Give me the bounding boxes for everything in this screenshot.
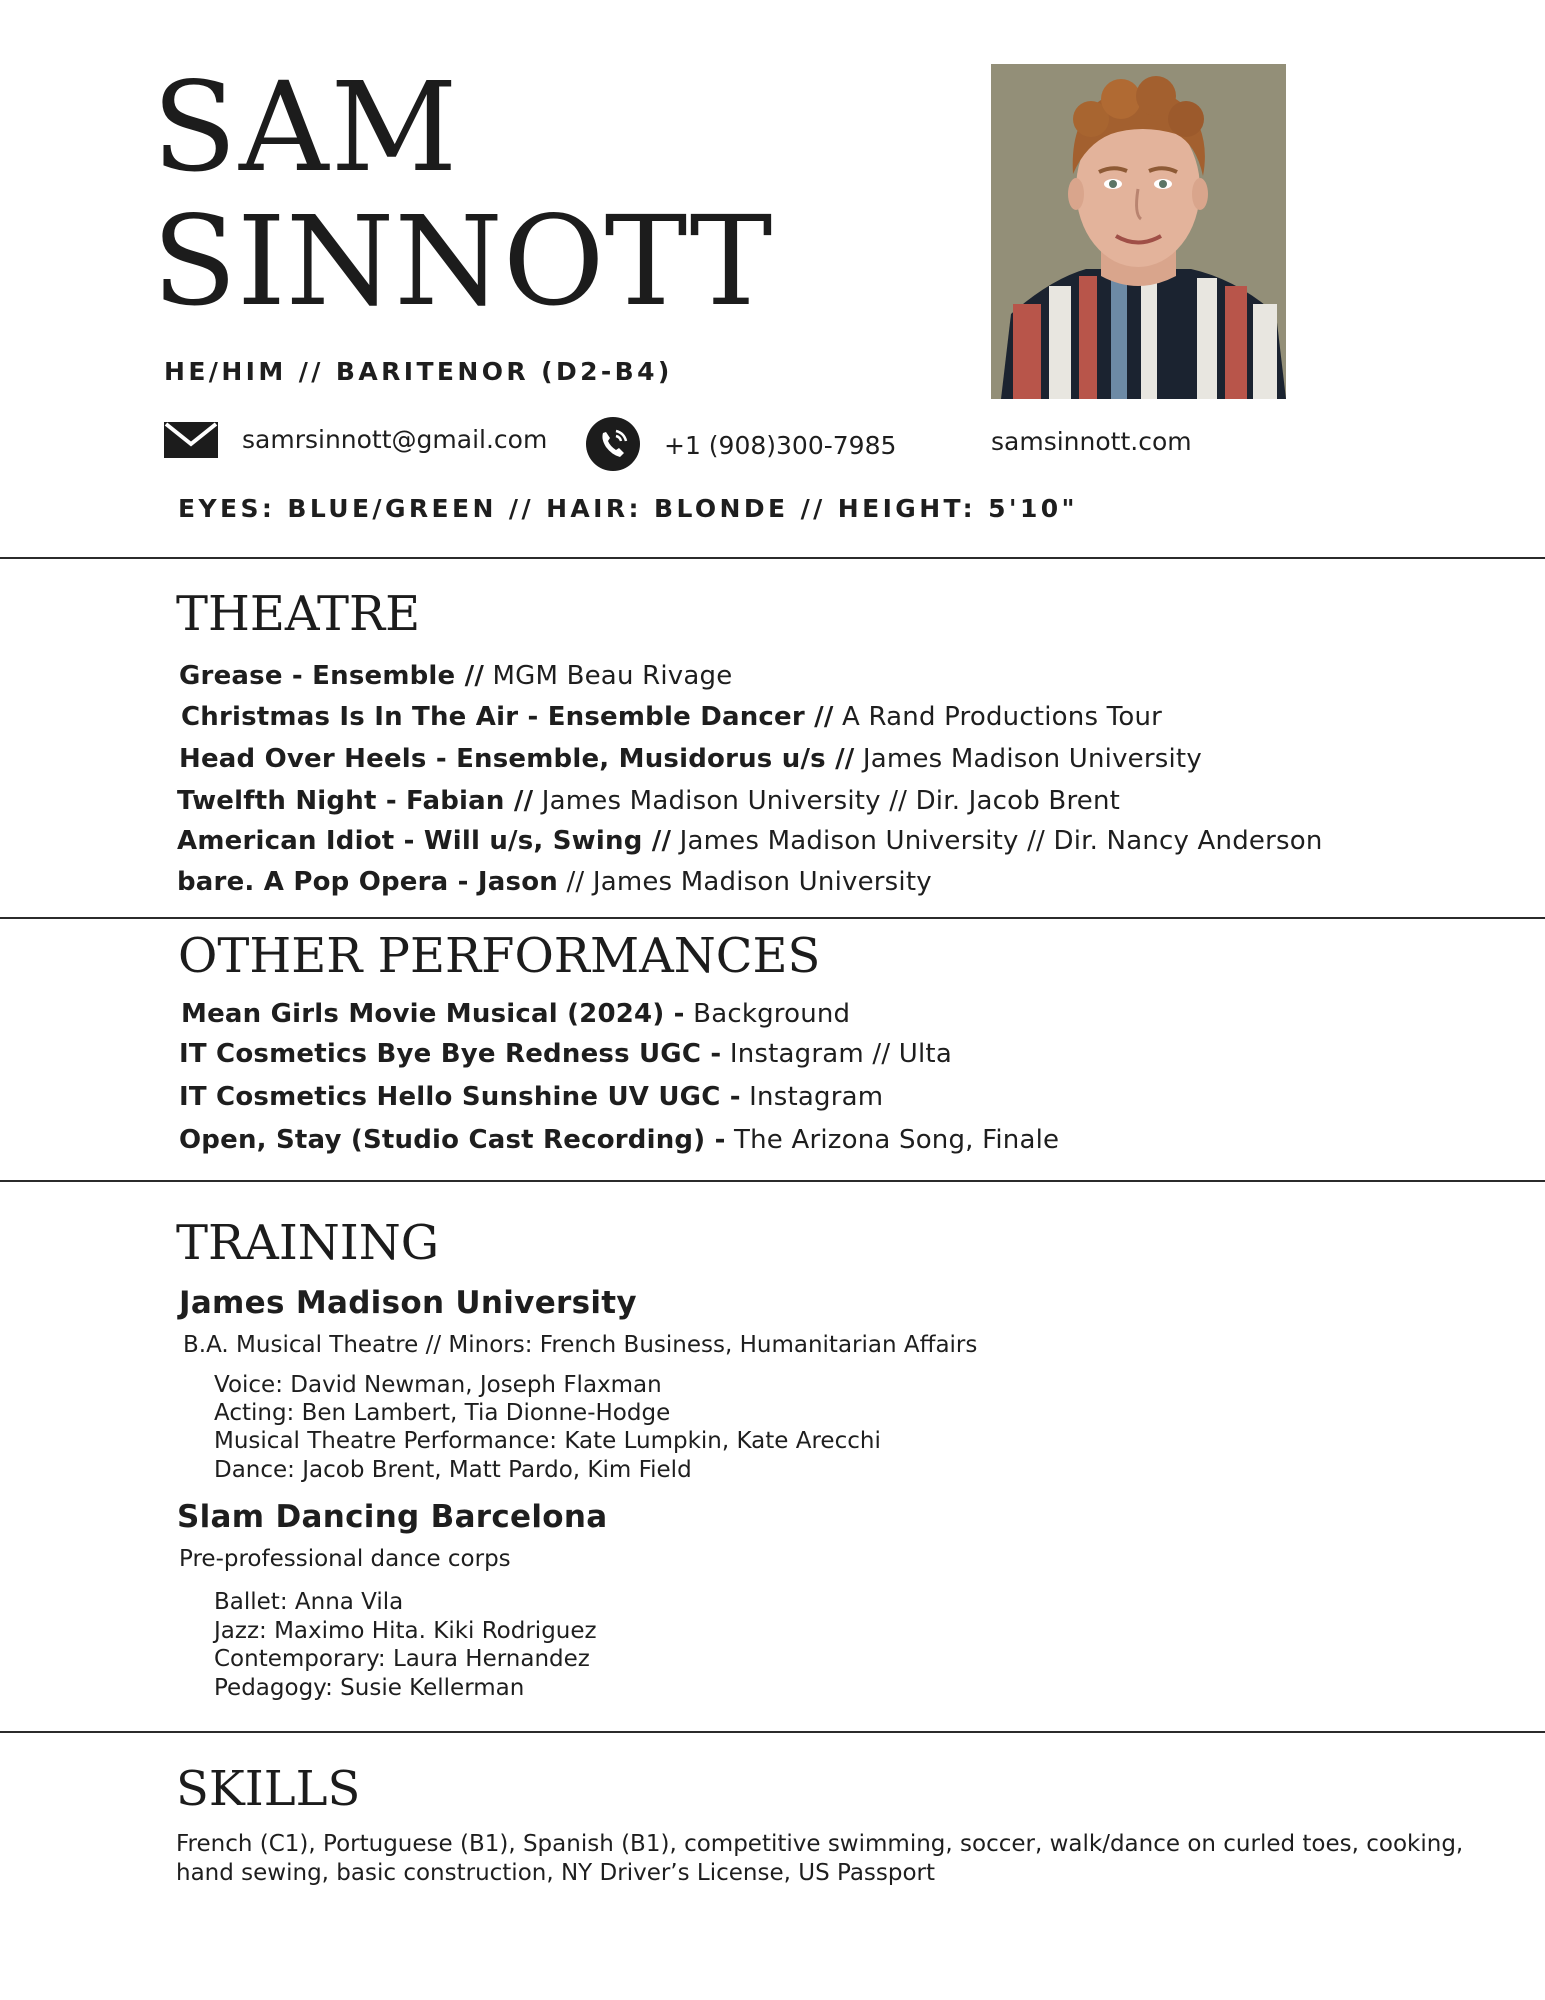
teacher-line: Ballet: Anna Vila xyxy=(214,1589,404,1615)
physical-stats: EYES: BLUE/GREEN // HAIR: BLONDE // HEIGHT: 5'10" xyxy=(178,494,1078,523)
other-credit xyxy=(179,1125,1059,1155)
teacher-line: Contemporary: Laura Hernandez xyxy=(214,1646,590,1672)
theatre-credit xyxy=(179,661,732,691)
teacher-line: Dance: Jacob Brent, Matt Pardo, Kim Field xyxy=(214,1457,692,1483)
other-credit xyxy=(181,999,850,1029)
other-performances-heading: OTHER PERFORMANCES xyxy=(178,928,821,984)
teacher-line: Voice: David Newman, Joseph Flaxman xyxy=(214,1372,662,1398)
credit-detail: James Madison University // Dir. Nancy Anderson xyxy=(671,826,1323,856)
first-name: SAM xyxy=(152,56,460,200)
section-divider xyxy=(0,557,1545,559)
credit-detail: MGM Beau Rivage xyxy=(484,661,733,691)
credit-role: Mean Girls Movie Musical (2024) - xyxy=(181,999,685,1029)
teacher-line: Musical Theatre Performance: Kate Lumpkin, Kate Arecchi xyxy=(214,1428,881,1454)
skills-text: French (C1), Portuguese (B1), Spanish (B1), competitive swimming, soccer, walk/dance on curled toes, cooking, hand sewing, basic construction, NY Driver’s License, US Passport xyxy=(176,1831,1464,1886)
school-description: Pre-professional dance corps xyxy=(179,1546,511,1572)
credit-detail: James Madison University xyxy=(854,744,1202,774)
phone-icon xyxy=(586,417,640,471)
credit-role: Grease - Ensemble // xyxy=(179,661,485,691)
teacher-line: Pedagogy: Susie Kellerman xyxy=(214,1675,525,1701)
last-name: SINNOTT xyxy=(152,190,773,334)
credit-role: IT Cosmetics Hello Sunshine UV UGC - xyxy=(179,1082,741,1112)
other-credit xyxy=(179,1039,952,1069)
theatre-credit xyxy=(179,744,1202,774)
phone-link[interactable]: +1 (908)300-7985 xyxy=(664,431,897,460)
credit-role: bare. A Pop Opera - Jason xyxy=(177,867,558,897)
website-link[interactable]: samsinnott.com xyxy=(991,427,1192,456)
pronouns-voice-type: HE/HIM // BARITENOR (D2-B4) xyxy=(164,357,673,386)
theatre-credit xyxy=(177,826,1323,856)
credit-detail: A Rand Productions Tour xyxy=(833,702,1163,732)
theatre-credit xyxy=(177,867,932,897)
credit-role: Christmas Is In The Air - Ensemble Dancer // xyxy=(181,702,834,732)
credit-detail: Instagram xyxy=(740,1082,884,1112)
credit-role: Head Over Heels - Ensemble, Musidorus u/s // xyxy=(179,744,855,774)
credit-detail: The Arizona Song, Finale xyxy=(725,1125,1060,1155)
teacher-line: Jazz: Maximo Hita. Kiki Rodriguez xyxy=(214,1618,597,1644)
school-name: Slam Dancing Barcelona xyxy=(177,1499,608,1535)
credit-detail: Background xyxy=(684,999,851,1029)
headshot-photo xyxy=(991,64,1286,399)
school-name: James Madison University xyxy=(179,1285,637,1321)
credit-role: IT Cosmetics Bye Bye Redness UGC - xyxy=(179,1039,722,1069)
email-link[interactable]: samrsinnott@gmail.com xyxy=(242,425,548,454)
credit-role: Twelfth Night - Fabian // xyxy=(177,786,534,816)
other-credit xyxy=(179,1082,883,1112)
training-heading: TRAINING xyxy=(176,1215,440,1271)
school-description: B.A. Musical Theatre // Minors: French Business, Humanitarian Affairs xyxy=(183,1332,978,1358)
teacher-line: Acting: Ben Lambert, Tia Dionne-Hodge xyxy=(214,1400,671,1426)
credit-detail: // James Madison University xyxy=(557,867,932,897)
credit-detail: James Madison University // Dir. Jacob Brent xyxy=(533,786,1121,816)
credit-detail: Instagram // Ulta xyxy=(721,1039,952,1069)
credit-role: Open, Stay (Studio Cast Recording) - xyxy=(179,1125,726,1155)
skills-heading: SKILLS xyxy=(176,1761,361,1817)
section-divider xyxy=(0,917,1545,919)
credit-role: American Idiot - Will u/s, Swing // xyxy=(177,826,672,856)
theatre-credit xyxy=(177,786,1120,816)
envelope-icon xyxy=(164,422,218,458)
section-divider xyxy=(0,1180,1545,1182)
theatre-credit xyxy=(181,702,1162,732)
theatre-heading: THEATRE xyxy=(176,586,421,642)
section-divider xyxy=(0,1731,1545,1733)
